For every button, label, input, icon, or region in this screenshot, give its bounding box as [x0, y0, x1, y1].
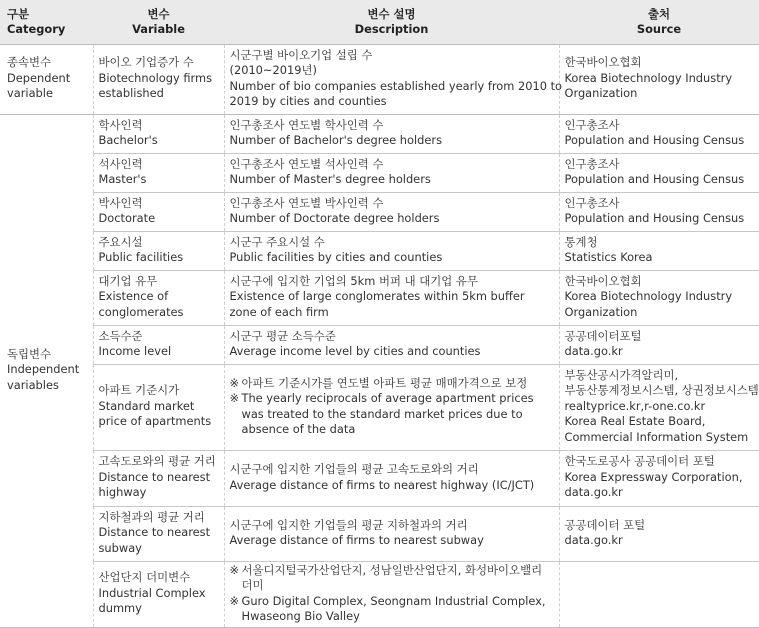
table-row: [0, 231, 759, 270]
description-cell: 인구총조사 연도별 석사인력 수 Number of Master's degree holders: [224, 153, 559, 192]
category-independent: 독립변수 Independent variables: [0, 114, 93, 627]
variable-cell: 박사인력 Doctorate: [93, 192, 224, 231]
source-cell: 인구총조사 Population and Housing Census: [559, 114, 759, 153]
description-cell: 인구총조사 연도별 박사인력 수 Number of Doctorate degree holders: [224, 192, 559, 231]
description-note: ※ 아파트 기준시가를 연도별 아파트 평균 매매가격으로 보정: [229, 375, 528, 390]
description-note: ※ Guro Digital Complex, Seongnam Industrial Complex, Hwaseong Bio Valley: [229, 593, 546, 623]
header-category: 구분 Category: [0, 0, 93, 44]
description-cell: [224, 364, 559, 450]
table-row: [0, 506, 759, 561]
variable-cell: 아파트 기준시가 Standard market price of apartments: [93, 364, 224, 450]
description-cell: 시군구에 입지한 기업들의 평균 지하철과의 거리 Average distance of firms to nearest subway: [224, 506, 559, 561]
variable-cell: 지하철과의 평균 거리 Distance to nearest subway: [93, 506, 224, 561]
description-cell: 인구총조사 연도별 학사인력 수 Number of Bachelor's degree holders: [224, 114, 559, 153]
variable-cell: 학사인력 Bachelor's: [93, 114, 224, 153]
header-variable: 변수 Variable: [93, 0, 224, 44]
header-description: 변수 설명 Description: [224, 0, 559, 44]
source-cell: 인구총조사 Population and Housing Census: [559, 192, 759, 231]
description-cell: 시군구 평균 소득수준 Average income level by cities and counties: [224, 325, 559, 364]
description-cell: 시군구 주요시설 수 Public facilities by cities and counties: [224, 231, 559, 270]
category-dependent: 종속변수 Dependent variable: [0, 44, 93, 114]
variable-cell: 산업단지 더미변수 Industrial Complex dummy: [93, 561, 224, 627]
table-row: [0, 44, 759, 114]
table-row: [0, 270, 759, 325]
table-row: [0, 364, 759, 450]
source-cell: 통계청 Statistics Korea: [559, 231, 759, 270]
source-cell: 인구총조사 Population and Housing Census: [559, 153, 759, 192]
table-row: [0, 114, 759, 153]
table-row: [0, 561, 759, 627]
variable-cell: 고속도로와의 평균 거리 Distance to nearest highway: [93, 450, 224, 506]
source-cell: 부동산공시가격알리미, 부동산통계정보시스템, 상권정보시스템 realtyprice.kr,r-one.co.kr Korea Real Estate Board, Commercial Information System: [559, 364, 759, 450]
description-note: ※ 서울디지털국가산업단지, 성남일반산업단지, 화성바이오밸리 더미: [229, 562, 543, 592]
source-cell: 한국도로공사 공공데이터 포털 Korea Expressway Corporation, data.go.kr: [559, 450, 759, 506]
table-row: [0, 153, 759, 192]
variable-cell: 주요시설 Public facilities: [93, 231, 224, 270]
header-source: 출처 Source: [559, 0, 759, 44]
variable-cell: 바이오 기업증가 수 Biotechnology firms established: [93, 44, 224, 114]
description-cell: [224, 561, 559, 627]
source-cell: 공공데이터 포털 data.go.kr: [559, 506, 759, 561]
table-row: [0, 450, 759, 506]
description-cell: 시군구별 바이오기업 설립 수 (2010~2019년) Number of bio companies established yearly from 2010 to 2019 by cities and counties: [224, 44, 559, 114]
source-cell: 한국바이오협회 Korea Biotechnology Industry Organization: [559, 270, 759, 325]
header-row: [0, 0, 759, 44]
description-cell: 시군구에 입지한 기업의 5km 버퍼 내 대기업 유무 Existence of large conglomerates within 5km buffer zone of each firm: [224, 270, 559, 325]
source-cell: [559, 561, 759, 627]
table-row: [0, 192, 759, 231]
table-row: [0, 325, 759, 364]
source-cell: 한국바이오협회 Korea Biotechnology Industry Organization: [559, 44, 759, 114]
variable-cell: 소득수준 Income level: [93, 325, 224, 364]
description-note: ※ The yearly reciprocals of average apartment prices was treated to the standard market prices due to absence of the data: [229, 391, 534, 436]
variable-cell: 석사인력 Master's: [93, 153, 224, 192]
description-cell: 시군구에 입지한 기업들의 평균 고속도로와의 거리 Average distance of firms to nearest highway (IC/JCT): [224, 450, 559, 506]
source-cell: 공공데이터포털 data.go.kr: [559, 325, 759, 364]
variable-cell: 대기업 유무 Existence of conglomerates: [93, 270, 224, 325]
